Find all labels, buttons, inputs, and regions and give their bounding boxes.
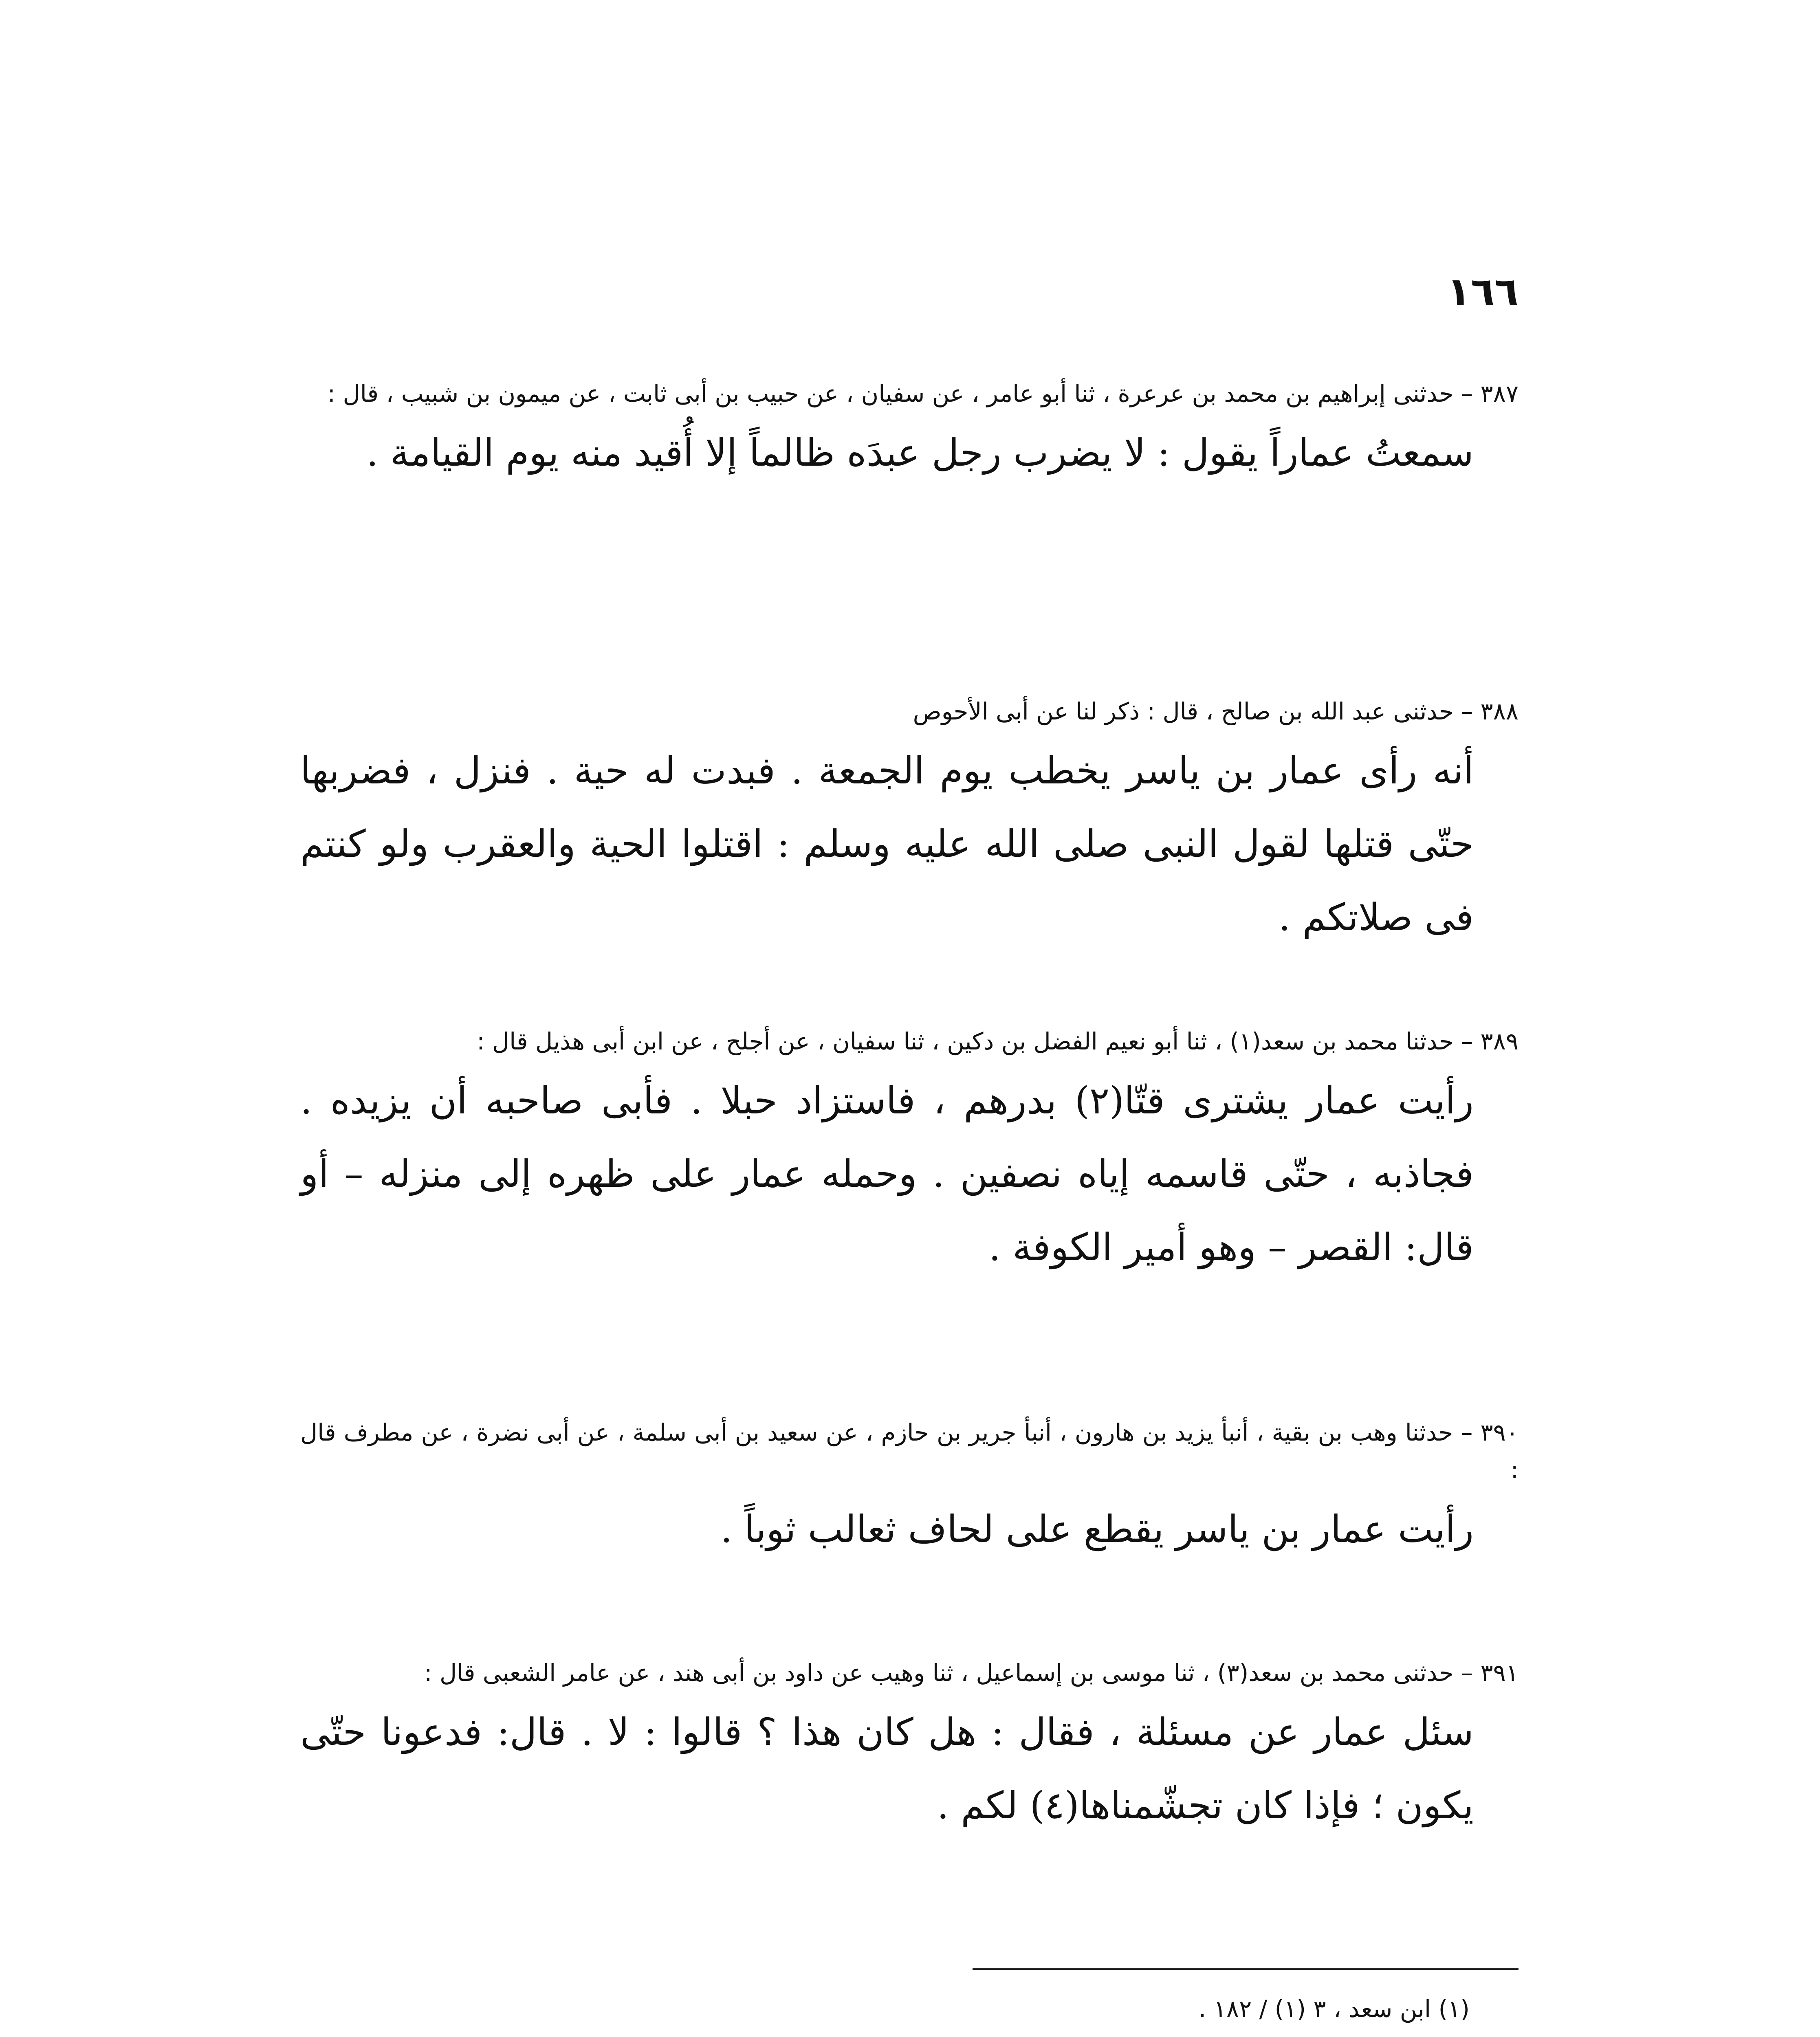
hadith-387 — [300, 375, 1519, 490]
footnotes — [300, 1988, 1519, 2037]
hadith-matn: أنه رأى عمار بن ياسر يخطب يوم الجمعة . فبدت له حية . فنزل ، فضربها حتّى قتلها لقول النبى صلى الله عليه وسلم : اقتلوا الحية والعقرب ولو كنتم فى صلاتكم . — [300, 749, 1474, 939]
hadith-isnad: ٣٨٨ – حدثنى عبد الله بن صالح ، قال : ذكر لنا عن أبى الأحوص — [913, 697, 1519, 725]
hadith-isnad: ٣٩٠ – حدثنا وهب بن بقية ، أنبأ يزيد بن هارون ، أنبأ جرير بن حازم ، عن سعيد بن أبى سلمة ، عن أبى نضرة ، عن مطرف قال : — [300, 1419, 1519, 1484]
hadith-391 — [300, 1654, 1519, 1842]
hadith-isnad: ٣٨٩ – حدثنا محمد بن سعد(١) ، ثنا أبو نعيم الفضل بن دكين ، ثنا سفيان ، عن أجلح ، عن ابن أبى هذيل قال : — [477, 1027, 1519, 1055]
page-number: ١٦٦ — [1447, 269, 1519, 315]
footnote-2 — [300, 2035, 1519, 2037]
hadith-389 — [300, 1023, 1519, 1284]
hadith-390 — [300, 1414, 1519, 1566]
hadith-isnad: ٣٨٧ – حدثنى إبراهيم بن محمد بن عرعرة ، ثنا أبو عامر ، عن سفيان ، عن حبيب بن أبى ثابت ، عن ميمون بن شبيب ، قال : — [327, 380, 1519, 407]
footnote-1: (١) ابن سعد ، ٣ (١) / ١٨٢ . — [1198, 1995, 1470, 2023]
hadith-matn: سمعتُ عماراً يقول : لا يضرب رجل عبدَه ظالماً إلا أُقيد منه يوم القيامة . — [366, 431, 1474, 475]
footnote-divider — [973, 1968, 1519, 1970]
hadith-isnad: ٣٩١ – حدثنى محمد بن سعد(٣) ، ثنا موسى بن إسماعيل ، ثنا وهيب عن داود بن أبى هند ، عن عامر الشعبى قال : — [424, 1659, 1519, 1687]
hadith-matn: رأيت عمار يشترى قتّا(٢) بدرهم ، فاستزاد حبلا . فأبى صاحبه أن يزيده . فجاذبه ، حتّى قاسمه إياه نصفين . وحمله عمار على ظهره إلى منزله – أو قال: القصر – وهو أمير الكوفة . — [300, 1079, 1474, 1269]
hadith-388 — [300, 693, 1519, 954]
hadith-matn: سئل عمار عن مسئلة ، فقال : هل كان هذا ؟ قالوا : لا . قال: فدعونا حتّى يكون ؛ فإذا كان تجشّمناها(٤) لكم . — [300, 1710, 1474, 1827]
hadith-matn: رأيت عمار بن ياسر يقطع على لحاف ثعالب ثوباً . — [720, 1507, 1474, 1551]
